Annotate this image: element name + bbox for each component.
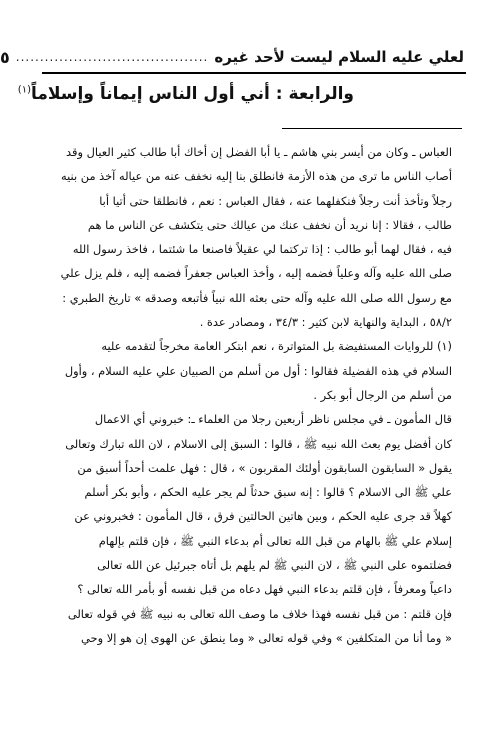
footnote-paragraph-1 [46, 140, 462, 334]
header-rule [42, 72, 466, 74]
footnote-line: رجلاً وتأخذ أنت رجلاً فنكفلهما عنه ، فقال العباس : نعم ، فانطلقا حتى أتيا أبا [99, 193, 452, 208]
main-text [18, 84, 354, 104]
footnote-line: طالب ، فقالا : إنا نريد أن نخفف عنك من عيالك حتى يتكشف عن الناس ما هم [87, 217, 452, 232]
footnotes [46, 140, 462, 650]
footnote-line: فضلتموه على النبي ﷺ ، لان النبي ﷺ لم يلهم بل أتاه جبرئيل عن الله تعالى [97, 558, 452, 573]
footnote-line: السلام في هذه الفضيلة فقالوا : أول من أسلم من الصبيان علي عليه السلام ، وأول [64, 363, 452, 378]
footnote-line: كهلاً قد جرى عليه الحكم ، وبين هاتين الحالتين فرق ، قال المأمون : فخبروني عن [74, 509, 452, 524]
footnote-rule [282, 128, 462, 129]
footnote-line: داعياً ومعرفاً ، فإن قلتم بدعاء النبي فهل دعاه من قبل نفسه أو بأمر الله تعالى ؟ [77, 582, 452, 597]
footnote-line: (١) للروايات المستفيضة بل المتواترة ، نعم ابتكر العامة مخرجاً لتقدمه عليه [101, 339, 452, 354]
footnote-line: إسلام علي ﷺ بالهام من قبل الله تعالى أم بدعاء النبي ﷺ ، فإن قلتم بإلهام [98, 533, 452, 548]
footnote-line: « وما أنا من المتكلفين » وفي قوله تعالى « وما ينطق عن الهوى إن هو إلا وحي [81, 630, 452, 645]
footnote-line: فيه ، فقال لهما أبو طالب : إذا تركتما لي عقيلاً فاصنعا ما شئتما ، فاخذ رسول الله [72, 242, 452, 257]
footnote-paragraph-3 [46, 407, 462, 650]
footnote-line: كان أفضل يوم بعث الله نبيه ﷺ ، قالوا : السبق إلى الاسلام ، لان الله تبارك وتعالى [65, 436, 452, 451]
footnote-line: صلى الله عليه وآله وعلياً فضمه إليه ، وأخذ العباس جعفراً فضمه إليه ، فلم يزل علي [60, 266, 452, 281]
header-title: لعلي عليه السلام ليست لأحد غيره [214, 48, 464, 66]
footnote-line: أصاب الناس ما ترى من هذه الأزمة فانطلق بنا إليه نخفف عنه من عياله آخذ من بنيه [61, 169, 452, 184]
footnote-line: من أسلم من الرجال أبو بكر . [313, 387, 452, 402]
running-header [0, 44, 464, 70]
footnote-line: يقول « السابقون السابقون أولئك المقربون » ، قال : فهل علمت أحداً أسبق من [77, 460, 452, 475]
footnote-line: مع رسول الله صلى الله عليه وآله حتى بعثه الله نبياً فأتبعه وصدقه » تاريخ الطبري : [62, 290, 452, 305]
footnote-line: العباس ـ وكان من أيسر بني هاشم ـ يا أبا الفضل إن أخاك أبا طالب كثير العيال وقد [66, 145, 452, 159]
footnote-ref: (١) [17, 84, 31, 96]
main-text-line: والرابعة : أني أول الناس إيماناً وإسلاماً [30, 84, 354, 104]
page-number: ٥ [0, 47, 10, 67]
footnote-line: فإن قلتم : من قبل نفسه فهذا خلاف ما وصف الله تعالى به نبيه ﷺ في قوله تعالى [67, 606, 452, 621]
header-leader-dots: ........................................ [15, 50, 209, 64]
footnote-line: قال المأمون ـ في مجلس ناظر أربعين رجلا من العلماء ـ: خبروني أي الاعمال [94, 412, 452, 427]
footnote-line: علي ﷺ الى الاسلام ؟ قالوا : إنه سبق حدثاً لم يجر عليه الحكم ، وأبو بكر أسلم [84, 485, 452, 500]
footnote-line: ٥٨/٢ ، البداية والنهاية لابن كثير : ٣٤/٣ ، ومصادر عدة . [199, 315, 452, 330]
footnote-paragraph-2 [46, 334, 462, 407]
